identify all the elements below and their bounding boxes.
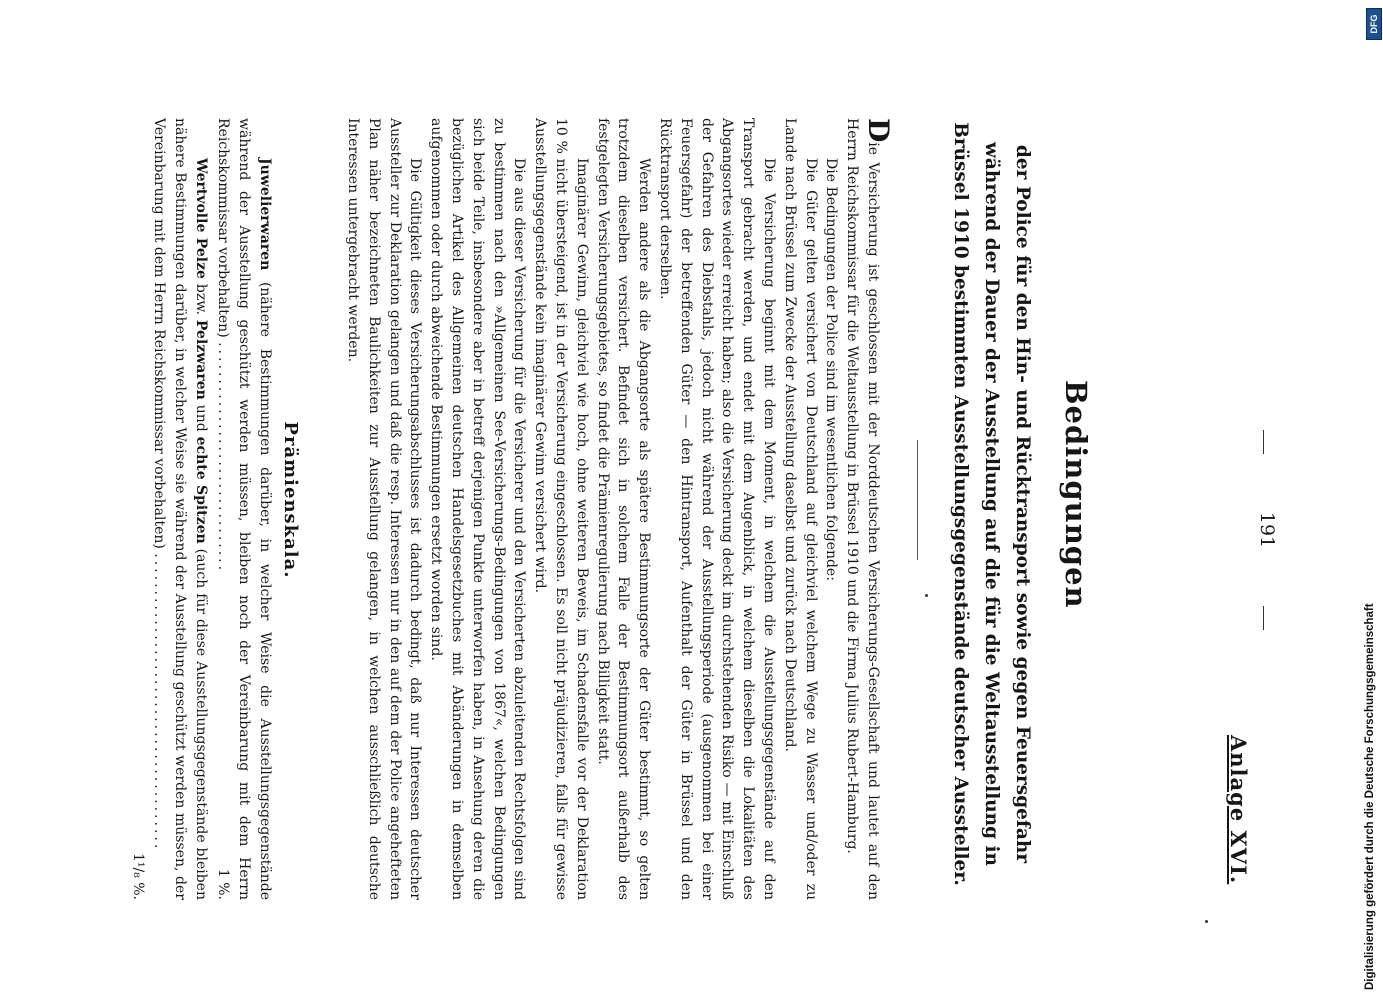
- paragraph-intro: Die Bedingungen der Police sind im wesentlichen folgende:: [823, 158, 840, 581]
- page-number-rule-left: [1263, 430, 1264, 454]
- annex-label: Anlage XVI.: [1226, 735, 1251, 885]
- page-number-rule-right: [1263, 606, 1264, 630]
- paragraph-imaginary-profit: Imaginärer Gewinn, gleichviel wie hoch, ohne weiteren Beweis, im Schadensfalle vor der Deklaration 10 % nicht übersteigend, ist in der Versicherung eingeschlossen. Es soll nicht präjudizieren, falls für gewisse Ausstellungsgegenstände kein imaginärer Gewinn versichert wird.: [532, 118, 590, 900]
- paragraph-validity: Die Gültigkeit dieses Versicherungsabschlusses ist dadurch bedingt, daß nur Interessen deutscher Aussteller zur Deklaration gelangen und daß die resp. Interessen nur in den auf dem der Police angehefteten Plan näher bezeichneten Baulichkeiten zur Ausstellung gelangen, in welchen ausschließlich deutsche Interessen untergebracht werden.: [345, 118, 424, 900]
- paragraph-coverage-route: Die Güter gelten versichert von Deutschland auf gleichviel welchem Wege zu Wasser und/oder zu Lande nach Brüssel zum Zwecke der Ausstellung daselbst und zurück nach Deutschland.: [781, 118, 819, 900]
- premium-item-label: Juwelierwaren: [257, 158, 273, 271]
- premium-item-text: (nähere Bestimmungen darüber, in welcher Weise die Ausstellungsgegenstände während der Ausstellung geschützt werden müssen, bleiben noch der Vereinbarung mit dem Herrn Reichskommissar vorbehalten): [215, 118, 273, 901]
- ink-speck: [1205, 920, 1208, 923]
- paragraph-destinations: Werden andere als die Abgangsorte als spätere Bestimmungsorte der Güter bestimmt, so gelten trotzdem dieselben versichert. Befindet sich in solchem Falle der Bestimmungsort außerhalb des festgelegten Versicherungsgebietes, so findet die Prämienregulierung nach Billigkeit statt.: [594, 118, 653, 900]
- drop-cap: D: [862, 118, 895, 143]
- page-number-header: [1248, 430, 1278, 630]
- document-title: Bedingungen: [1059, 380, 1093, 609]
- title-separator: [917, 440, 918, 560]
- premium-item-furs: Wertvolle Pelze bzw. Pelzwaren und echte Spitzen (auch für diese Ausstellungsgegenstände bleiben nähere Bestimmungen darüber, in welcher Weise sie während der Ausstellung geschützt werden müssen, der Vereinbarung mit dem Herrn Reichskommissar vorbehalten) ........................................ 1¹/₈ %.: [148, 118, 210, 900]
- paragraph-legal-basis: Die aus dieser Versicherung für die Versicherer und den Versicherten abzuleitenden Rechtsfolgen sind zu bestimmen nach den »Allgemeinen See-Versicherungs-Bedingungen von 1867«, welchen Bedingungen sich beide Teile, insbesondere aber in betreff derjenigen Punkte unterworfen haben, in Ansehung deren die bezüglichen Artikel des Allgemeinen deutschen Handelsgesetzbuches mit Abänderungen in demselben aufgenommen oder durch abweichende Bestimmungen ersetzt worden sind.: [428, 118, 528, 900]
- premium-rate: 1¹/₈ %.: [130, 852, 147, 900]
- leader-dots: ...............................: [215, 342, 232, 574]
- dfg-logo: DFG: [1366, 8, 1382, 40]
- premium-scale-list: [127, 118, 275, 900]
- credit-text: Digitalisierung gefördert durch die Deutsche Forschungsgemeinschaft: [1364, 603, 1376, 990]
- premium-item-label: echte Spitzen: [192, 436, 209, 544]
- ink-speck: [925, 594, 928, 597]
- digitization-credit: [1360, 0, 1380, 1000]
- premium-rate: 1 %.: [215, 868, 232, 900]
- leader-dots: ........................................: [151, 553, 168, 852]
- conditions-body: [342, 118, 895, 900]
- premium-item-label: Pelzwaren: [192, 319, 209, 400]
- document-subtitle: der Police für den Hin- und Rücktransport sowie gegen Feuersgefahr während der Dauer der Ausstellung auf die für die Weltausstellung in Brüssel 1910 bestimmten Ausstellungsgegenstände deutscher Aussteller.: [950, 122, 1033, 886]
- paragraph-coverage-period: Die Versicherung beginnt mit dem Moment, in welchem die Ausstellungsgegenstände auf den Transport gebracht werden, und endet mit dem Augenblick, in welchem dieselben die Lokalitäten des Abgangsortes wieder erreicht haben; also die Versicherung deckt im durchstehenden Risiko — mit Einschluß der Gefahren des Diebstahls, jedoch nicht während der Ausstellungsperiode (ausgenommen bei einer Feuersgefahr) der betreffenden Güter — den Hintransport, Aufenthalt der Güter in Brüssel und den Rücktransport derselben.: [657, 118, 778, 900]
- premium-scale-heading: Prämienskala.: [280, 421, 301, 579]
- premium-item-jewelry: [213, 118, 275, 900]
- premium-item-text: (auch für diese Ausstellungsgegenstände bleiben nähere Bestimmungen darüber, in welcher Weise sie während der Ausstellung geschützt werden müssen, der Vereinbarung mit dem Herrn Reichskommissar vorbehalten): [151, 118, 209, 900]
- page-number: 191: [1256, 511, 1278, 549]
- paragraph-parties: Die Versicherung ist geschlossen mit der Norddeutschen Versicherungs-Gesellschaft und lautet auf den Herrn Reichskommissar für die Weltausstellung in Brüssel 1910 und die Firma Julius Rubert-Hamburg.: [844, 118, 895, 900]
- premium-item-label: Wertvolle Pelze: [192, 158, 209, 279]
